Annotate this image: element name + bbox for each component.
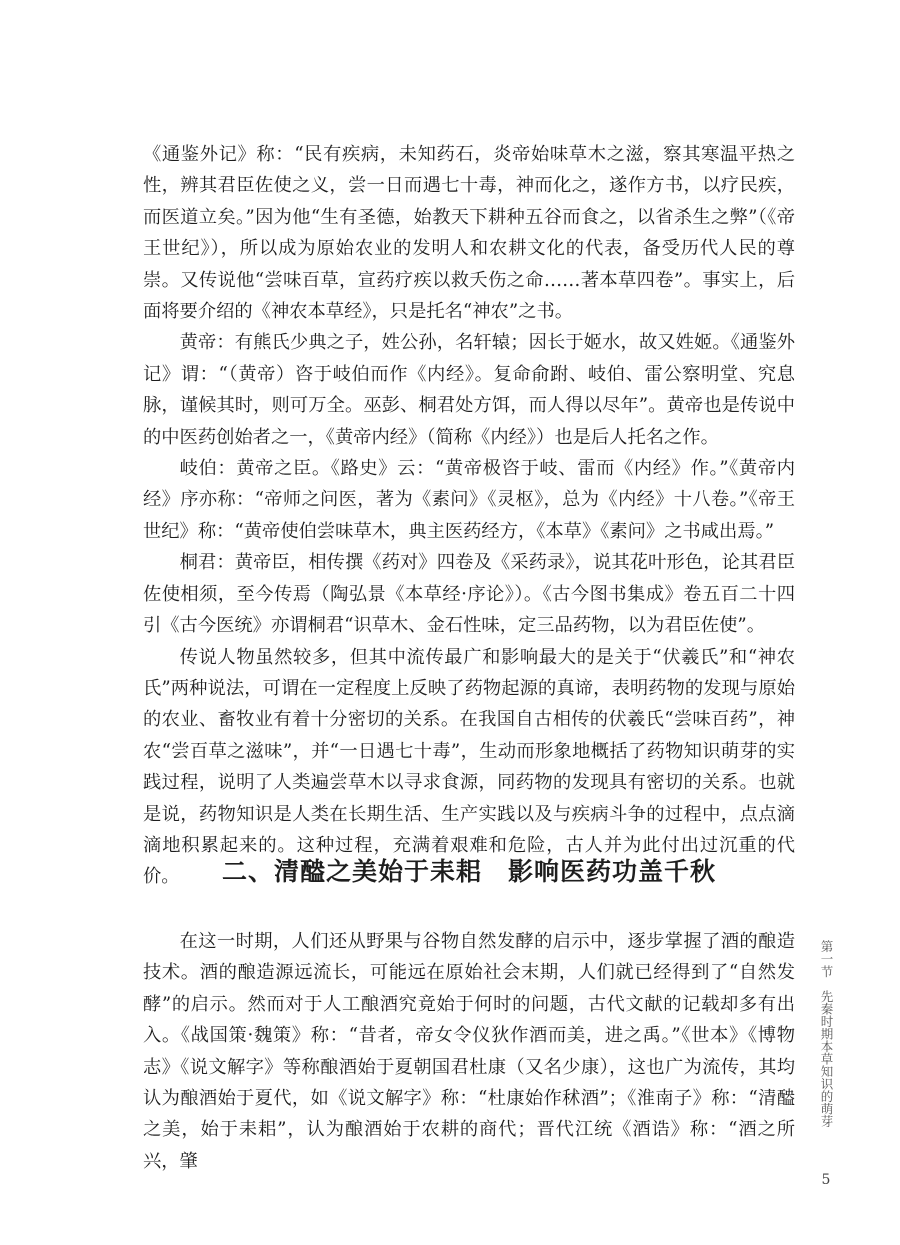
section-1-body xyxy=(143,139,795,893)
running-head-vertical: 第一节 先秦时期本草知识的萌芽 xyxy=(819,940,834,1128)
paragraph-shennong: 《通鉴外记》称：“民有疾病，未知药石，炎帝始味草木之滋，察其寒温平热之性，辨其君臣佐使之义，尝一日而遇七十毒，神而化之，遂作方书，以疗民疾，而医道立矣。”因为他“生有圣德，始教天下耕种五谷而食之，以省杀生之弊”（《帝王世纪》），所以成为原始农业的发明人和农耕文化的代表，备受历代人民的尊崇。又传说他“尝味百草，宣药疗疾以救夭伤之命……著本草四卷”。事实上，后面将要介绍的《神农本草经》，只是托名“神农”之书。 xyxy=(143,144,795,323)
paragraph-huangdi: 黄帝：有熊氏少典之子，姓公孙，名轩辕；因长于姬水，故又姓姬。《通鉴外记》谓：“（黄帝）咨于岐伯而作《内经》。复命俞跗、岐伯、雷公察明堂、究息脉，谨候其时，则可万全。巫彭、桐君处方饵，而人得以尽年”。黄帝也是传说中的中医药创始者之一，《黄帝内经》（简称《内经》）也是后人托名之作。 xyxy=(143,332,795,448)
section-2-body xyxy=(143,926,795,1177)
paragraph-legend-summary: 传说人物虽然较多，但其中流传最广和影响最大的是关于“伏羲氏”和“神农氏”两种说法，可谓在一定程度上反映了药物起源的真谛，表明药物的发现与原始的农业、畜牧业有着十分密切的关系。在我国自古相传的伏羲氏“尝味百药”，神农“尝百草之滋味”，并“一日遇七十毒”，生动而形象地概括了药物知识萌芽的实践过程，说明了人类遍尝草木以寻求食源，同药物的发现具有密切的关系。也就是说，药物知识是人类在长期生活、生产实践以及与疾病斗争的过程中，点点滴滴地积累起来的。这种过程，充满着艰难和危险，古人并为此付出过沉重的代价。 xyxy=(143,646,795,888)
section-2-heading: 二、清醠之美始于耒耜 影响医药功盖千秋 xyxy=(221,857,716,886)
paragraph-wine-origin: 在这一时期，人们还从野果与谷物自然发酵的启示中，逐步掌握了酒的酿造技术。酒的酿造源远流长，可能远在原始社会末期，人们就已经得到了“自然发酵”的启示。然而对于人工酿酒究竟始于何时的问题，古代文献的记载却多有出入。《战国策·魏策》称：“昔者，帝女令仪狄作酒而美，进之禹。”《世本》《博物志》《说文解字》等称酿酒始于夏朝国君杜康（又名少康），这也广为流传，其均认为酿酒始于夏代，如《说文解字》称：“杜康始作秫酒”；《淮南子》称：“清醠之美，始于耒耜”，认为酿酒始于农耕的商代；晋代江统《酒诰》称：“酒之所兴，肇 xyxy=(143,931,796,1172)
paragraph-qibo: 岐伯：黄帝之臣。《路史》云：“黄帝极咨于岐、雷而《内经》作。”《黄帝内经》序亦称：“帝师之问医，著为《素问》《灵枢》，总为《内经》十八卷。”《帝王世纪》称：“黄帝使伯尝味草木，典主医药经方，《本草》《素问》之书咸出焉。” xyxy=(143,458,795,542)
page-number: 5 xyxy=(821,1172,831,1188)
paragraph-tongjun: 桐君：黄帝臣，相传撰《药对》四卷及《采药录》，说其花叶形色，论其君臣佐使相须，至今传焉（陶弘景《本草经·序论》）。《古今图书集成》卷五百二十四引《古今医统》亦谓桐君“识草木、金石性味，定三品药物，以为君臣佐使”。 xyxy=(143,552,795,637)
